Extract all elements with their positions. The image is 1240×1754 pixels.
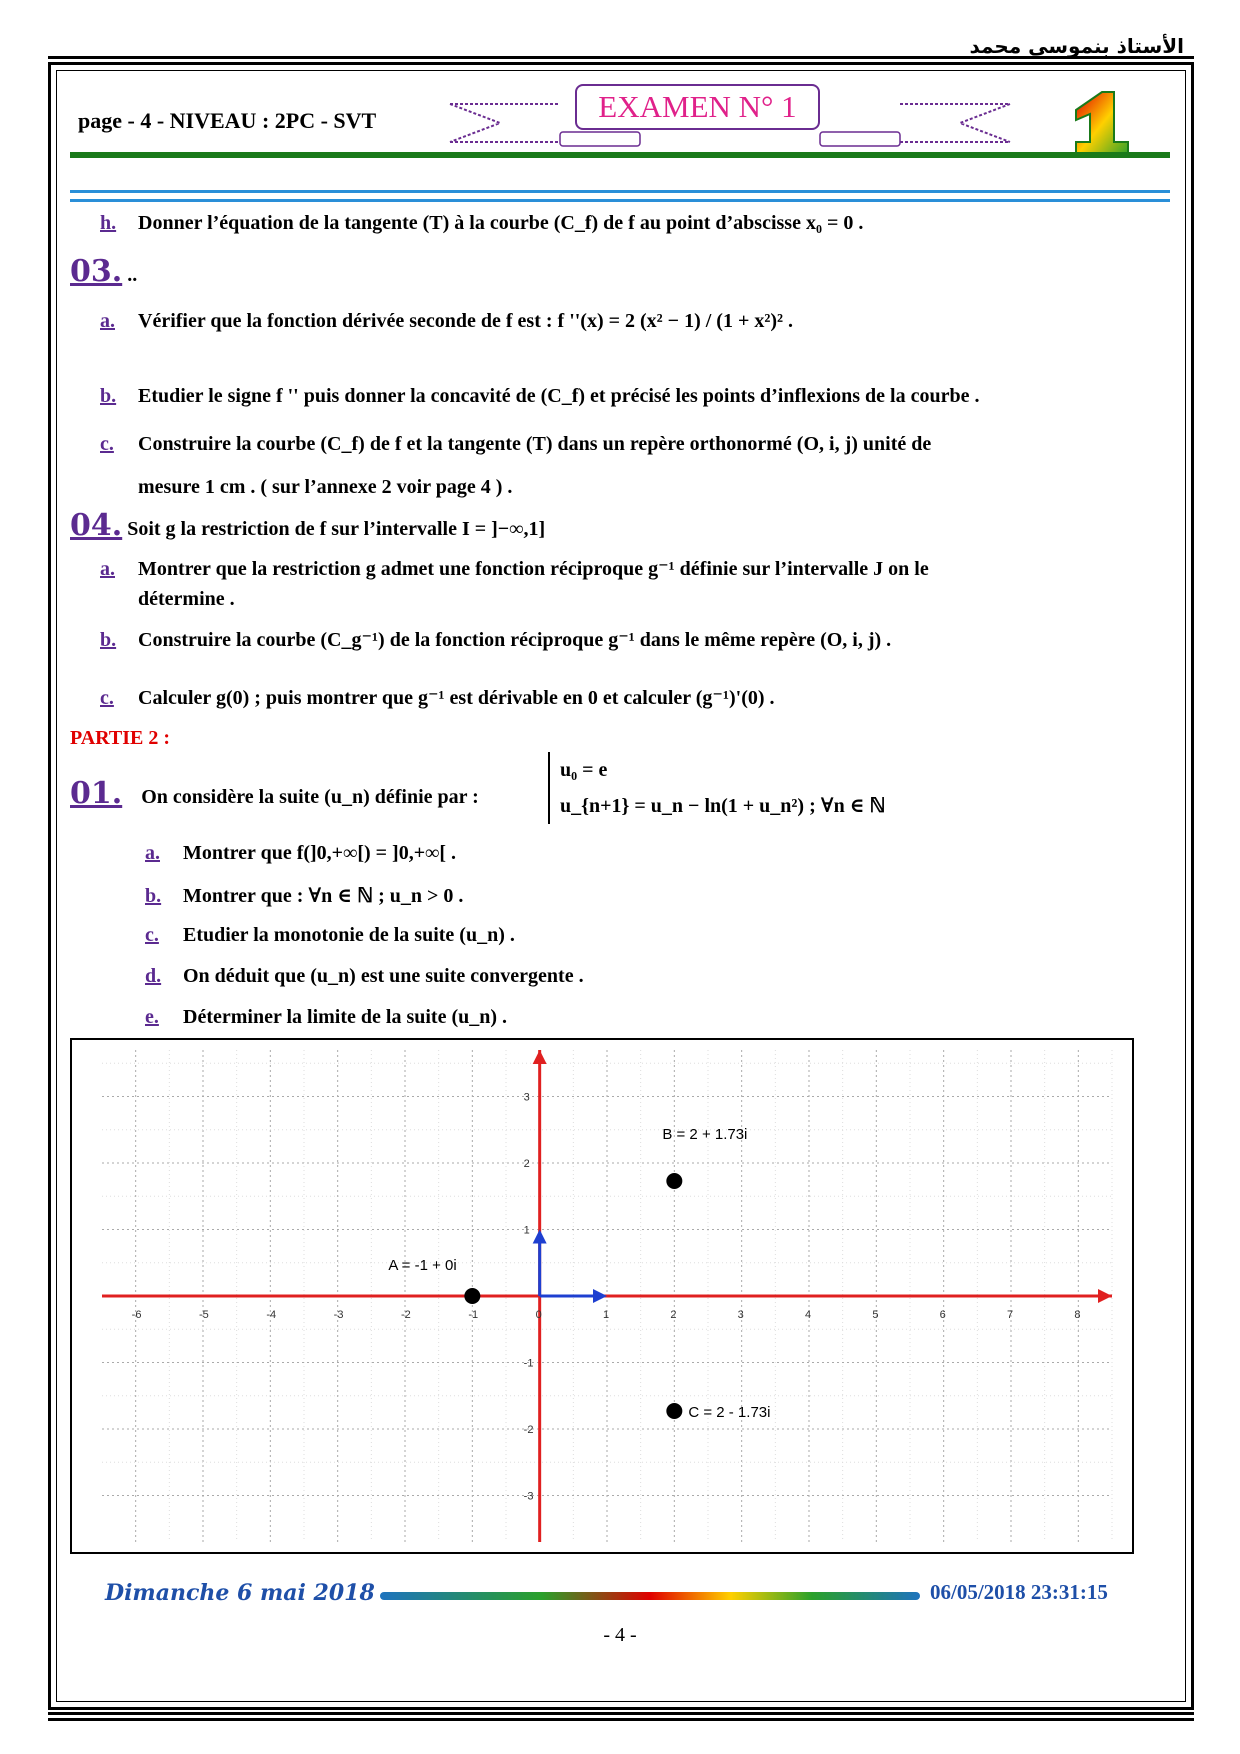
question-03c-cont: mesure 1 cm . ( sur l’annexe 2 voir page 4 ) .: [138, 476, 513, 498]
question-03b: [100, 385, 979, 408]
header-green-bar: [70, 152, 1170, 158]
question-text: Vérifier que la fonction dérivée seconde de f est : f ''(x) = 2 (x² − 1) / (1 + x²)² .: [138, 310, 793, 332]
question-number: 03.: [70, 254, 123, 289]
question-04: [70, 508, 545, 543]
x-tick-label: 3: [737, 1309, 744, 1321]
question-04a: [100, 556, 929, 581]
question-p2-a: [145, 842, 456, 865]
x-tick-label: -5: [199, 1309, 209, 1321]
question-text: Donner l’équation de la tangente (T) à la courbe (C_f) de f au point d’abscisse x₀ = 0 .: [138, 212, 864, 234]
item-label: a.: [100, 558, 115, 580]
x-tick-label: -3: [333, 1309, 344, 1321]
recurrence-init: u₀ = e: [560, 759, 608, 781]
item-label: b.: [100, 385, 117, 407]
question-04a-cont: détermine .: [138, 588, 235, 610]
unit-vector-i-arrow: [593, 1289, 607, 1303]
point-A: [464, 1288, 480, 1304]
x-tick-label: -4: [266, 1309, 277, 1321]
header-blue-bar: [70, 190, 1170, 193]
question-p2-d: [145, 965, 584, 988]
exam-title: EXAMEN N° 1: [598, 89, 797, 124]
item-label: a.: [100, 310, 115, 332]
y-axis-arrow: [533, 1050, 547, 1064]
question-text: Montrer que f(]0,+∞[) = ]0,+∞[ .: [183, 842, 457, 864]
question-text: On déduit que (u_n) est une suite convergente .: [183, 965, 584, 987]
question-text: Calculer g(0) ; puis montrer que g⁻¹ est dérivable en 0 et calculer (g⁻¹)'(0) .: [138, 687, 775, 709]
item-label: c.: [145, 924, 159, 946]
x-tick-label: -2: [401, 1309, 411, 1321]
question-text: Soit g la restriction de f sur l’intervalle I = ]−∞,1]: [127, 518, 546, 540]
x-tick-label: 2: [670, 1309, 677, 1321]
question-text: Construire la courbe (C_f) de f et la tangente (T) dans un repère orthonormé (O, i, j) unité de: [138, 433, 932, 455]
item-label: b.: [145, 885, 162, 907]
x-tick-label: 8: [1074, 1309, 1081, 1321]
x-tick-label: 0: [535, 1309, 542, 1321]
header-blue-bar-2: [70, 199, 1170, 202]
recurrence-system: [548, 752, 886, 824]
part2-title: PARTIE 2 :: [70, 727, 171, 749]
question-text: Montrer que : ∀n ∈ ℕ ; u_n > 0 .: [183, 885, 464, 907]
x-tick-label: 7: [1007, 1309, 1014, 1321]
points: [388, 1126, 770, 1421]
y-tick-label: -2: [523, 1423, 534, 1436]
page-number: - 4 -: [603, 1624, 637, 1646]
question-number: 04.: [70, 508, 123, 543]
bottom-rule: [48, 1712, 1194, 1715]
recurrence-step: u_{n+1} = u_n − ln(1 + u_n²) ; ∀n ∈ ℕ: [560, 795, 886, 817]
footer-decorative-wave: [380, 1592, 920, 1600]
x-tick-label: 5: [872, 1309, 879, 1321]
item-label: d.: [145, 965, 162, 987]
x-tick-label: -1: [468, 1309, 479, 1321]
question-04b: [100, 627, 891, 652]
axes: [102, 1050, 1112, 1542]
exam-title-banner: [575, 84, 820, 130]
item-label: c.: [100, 687, 114, 709]
item-label: e.: [145, 1006, 159, 1028]
question-p2-e: [145, 1006, 507, 1029]
question-p2-01: [70, 776, 479, 811]
item-label: c.: [100, 433, 114, 455]
point-label-C: C = 2 - 1.73i: [688, 1404, 771, 1422]
x-tick-label: 1: [603, 1309, 610, 1321]
item-label: a.: [145, 842, 160, 864]
question-text: Construire la courbe (C_g⁻¹) de la fonction réciproque g⁻¹ dans le même repère (O, i, j) .: [138, 629, 892, 651]
question-number: 01.: [70, 776, 123, 811]
question-03: [70, 254, 137, 289]
y-tick-label: 2: [523, 1158, 530, 1171]
bottom-rule-2: [48, 1718, 1194, 1721]
y-tick-label: -1: [523, 1357, 534, 1370]
complex-plane-figure: [70, 1038, 1134, 1554]
complex-plane-chart: [72, 1040, 1132, 1552]
page-info: page - 4 - NIVEAU : 2PC - SVT: [78, 108, 377, 133]
question-text: Etudier la monotonie de la suite (u_n) .: [183, 924, 515, 946]
question-03c: [100, 433, 931, 456]
x-tick-label: 4: [805, 1309, 812, 1321]
question-text: Etudier le signe f '' puis donner la concavité de (C_f) et précisé les points d’inflexions de la courbe .: [138, 385, 980, 407]
y-tick-label: -3: [523, 1490, 534, 1503]
item-label: h.: [100, 212, 117, 234]
author-name: الأستاذ بنموسى محمد: [969, 34, 1184, 58]
point-label-A: A = -1 + 0i: [388, 1257, 457, 1274]
point-B: [666, 1173, 682, 1189]
x-tick-label: -6: [131, 1309, 142, 1321]
question-04c: [100, 685, 775, 710]
question-text: ..: [127, 264, 138, 286]
question-text: On considère la suite (u_n) définie par :: [141, 786, 479, 808]
question-p2-b: [145, 883, 463, 908]
question-p2-c: [145, 924, 515, 947]
footer-timestamp: 06/05/2018 23:31:15: [930, 1580, 1108, 1604]
point-label-B: B = 2 + 1.73i: [662, 1125, 748, 1143]
footer-date: Dimanche 6 mai 2018: [105, 1580, 375, 1606]
question-03a: [100, 310, 793, 333]
unit-vector-j-arrow: [533, 1230, 547, 1244]
y-tick-label: 3: [523, 1091, 530, 1104]
question-text: Montrer que la restriction g admet une fonction réciproque g⁻¹ définie sur l’intervalle J on le: [138, 558, 929, 580]
y-tick-label: 1: [523, 1224, 530, 1237]
point-C: [666, 1403, 682, 1419]
question-text: Déterminer la limite de la suite (u_n) .: [183, 1006, 508, 1028]
top-rule: [48, 56, 1194, 59]
question-h: [100, 212, 863, 235]
item-label: b.: [100, 629, 117, 651]
x-tick-label: 6: [939, 1309, 946, 1321]
x-axis-arrow: [1098, 1289, 1112, 1303]
